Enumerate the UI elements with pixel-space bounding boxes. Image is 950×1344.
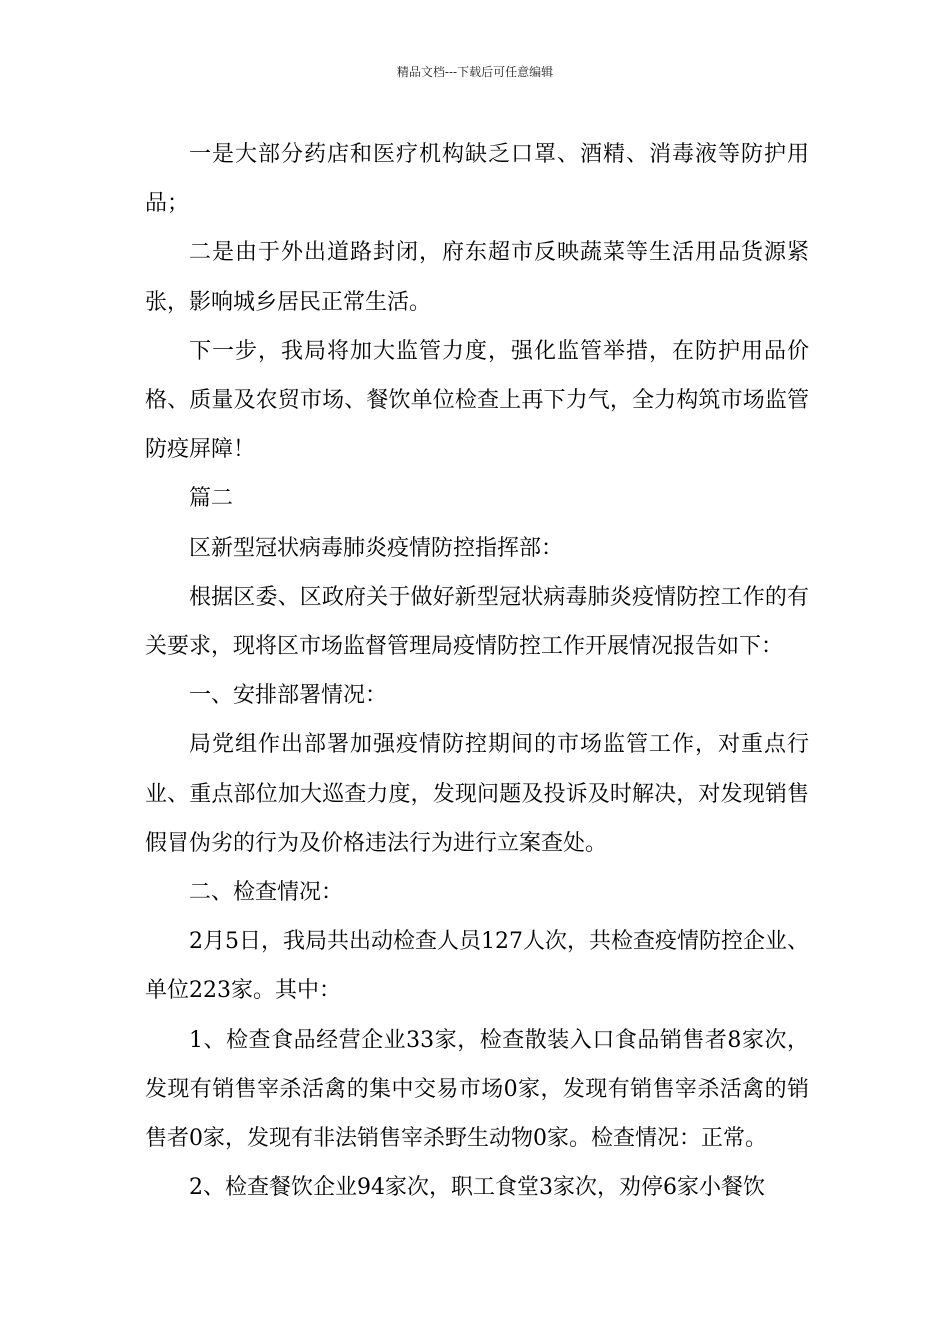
paragraph-inspection-summary: 2月5日，我局共出动检查人员127人次，共检查疫情防控企业、单位223家。其中： [145,929,809,1004]
paragraph-next-step: 下一步，我局将加大监管力度，强化监管举措，在防护用品价格、质量及农贸市场、餐饮单位检查上再下力气，全力构筑市场监管防疫屏障！ [145,338,809,463]
heading-deployment: 一、安排部署情况： [189,683,388,709]
page-header: 精品文档---下载后可任意编辑 [396,65,554,79]
paragraph-deployment: 局党组作出部署加强疫情防控期间的市场监管工作，对重点行业、重点部位加大巡查力度，发现问题及投诉及时解决，对发现销售假冒伪劣的行为及价格违法行为进行立案查处。 [145,732,809,856]
document-body [145,130,809,1212]
paragraph-road-closure: 二是由于外出道路封闭，府东超市反映蔬菜等生活用品货源紧张，影响城乡居民正常生活。 [145,240,809,315]
heading-inspection: 二、检查情况： [189,880,344,906]
paragraph-food-inspection: 1、检查食品经营企业33家，检查散装入口食品销售者8家次，发现有销售宰杀活禽的集中交易市场0家，发现有销售宰杀活禽的销售者0家，发现有非法销售宰杀野生动物0家。检查情况：正常。 [145,1027,809,1152]
addressee: 区新型冠状病毒肺炎疫情防控指挥部： [189,535,564,561]
paragraph-intro: 根据区委、区政府关于做好新型冠状病毒肺炎疫情防控工作的有关要求，现将区市场监督管理局疫情防控工作开展情况报告如下： [145,584,809,660]
paragraph-shortage-supplies: 一是大部分药店和医疗机构缺乏口罩、酒精、消毒液等防护用品； [145,142,809,217]
section-title-part-two: 篇二 [189,486,234,512]
paragraph-catering-inspection: 2、检查餐饮企业94家次，职工食堂3家次，劝停6家小餐饮 [189,1175,765,1201]
